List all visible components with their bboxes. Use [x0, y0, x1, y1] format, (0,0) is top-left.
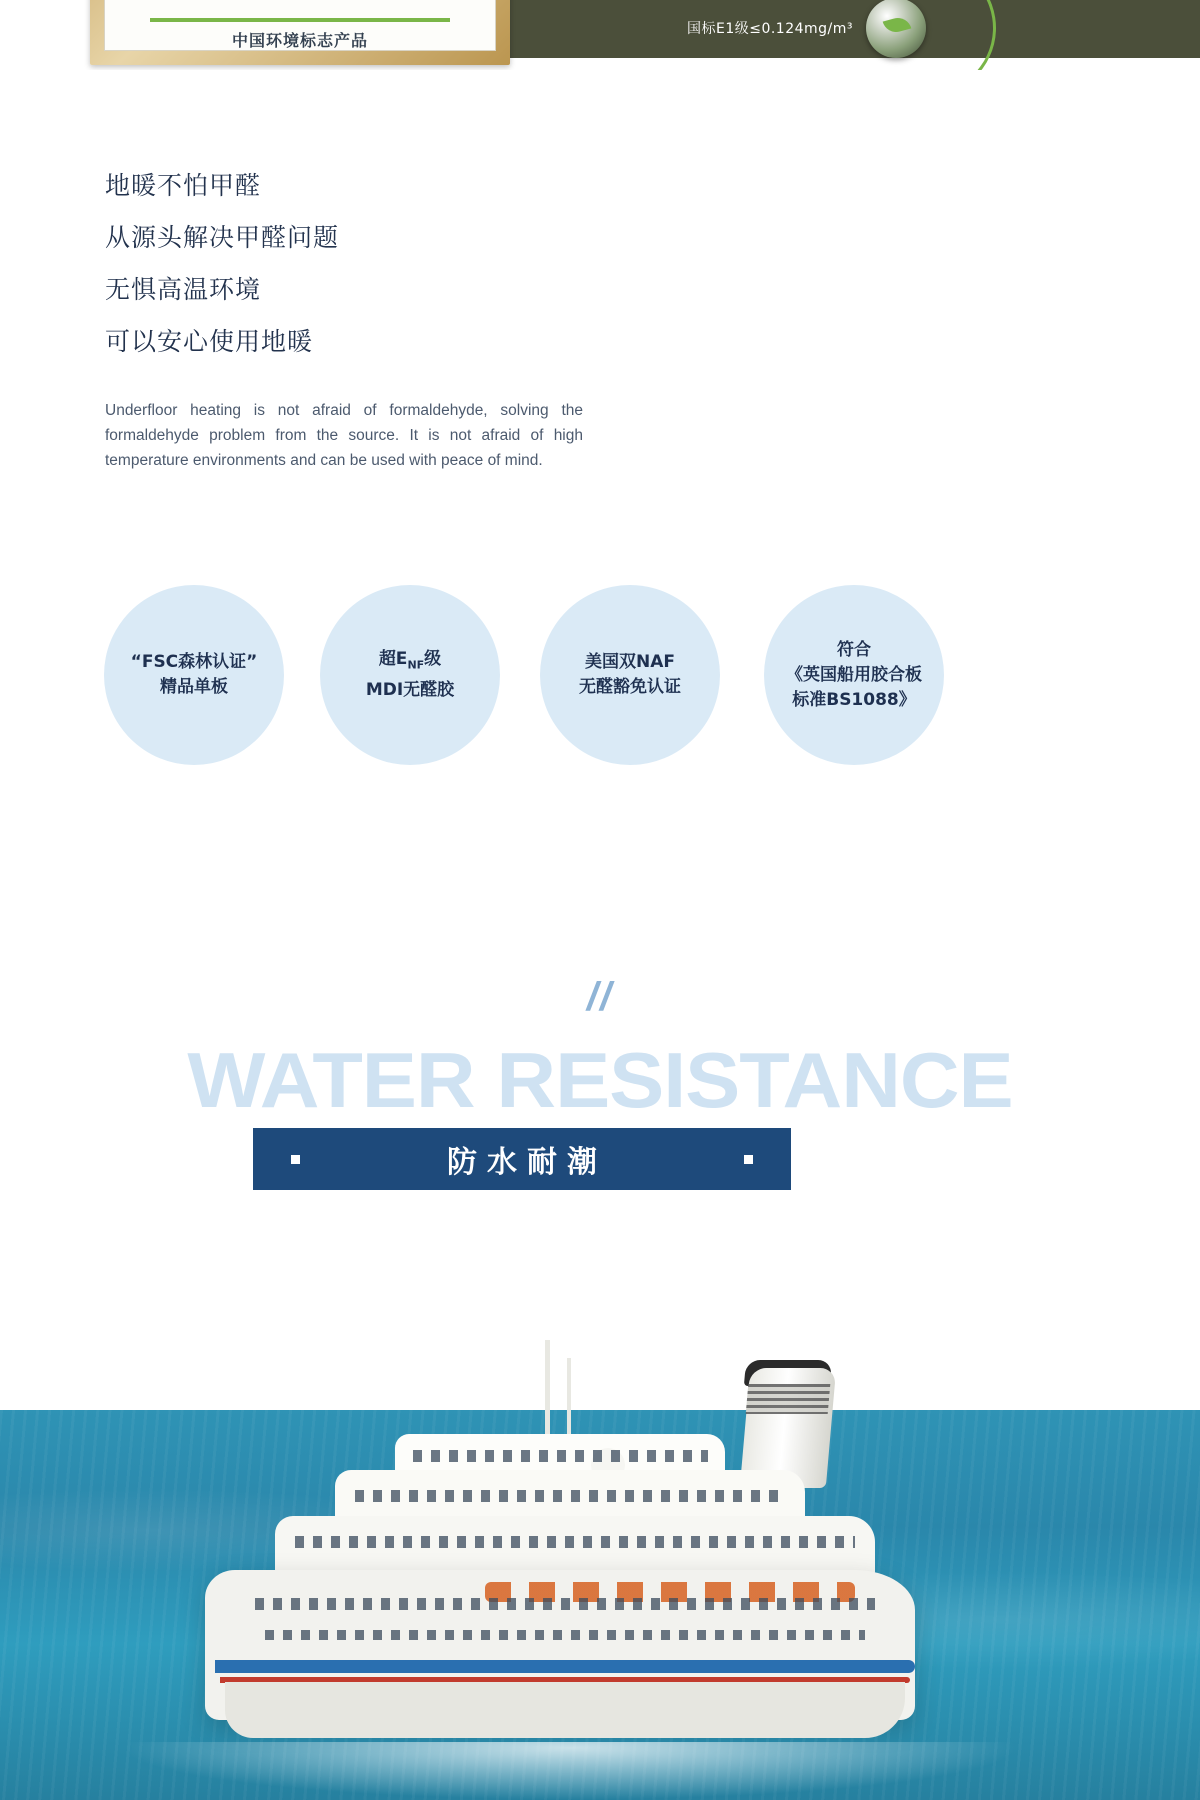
- cert-bs-line1: 符合: [837, 639, 871, 660]
- bar-dot-right-icon: [744, 1155, 753, 1164]
- certification-badges: [104, 585, 1064, 765]
- ship-windows-row-lower: [295, 1536, 855, 1548]
- ship-funnel-rings: [746, 1384, 831, 1414]
- cert-bs-line3: 标准BS1088》: [792, 689, 916, 710]
- cert-fsc-line1: “FSC森林认证”: [130, 652, 258, 672]
- headline-line-3: 无惧高温环境: [105, 275, 262, 304]
- ship-hull-bottom: [225, 1682, 905, 1738]
- bar-dot-left-icon: [291, 1155, 300, 1164]
- cert-naf-line2: 无醛豁免认证: [579, 677, 681, 697]
- cert-fsc-line2: 精品单板: [160, 677, 228, 697]
- ship-hull-stripe-blue: [215, 1660, 915, 1673]
- ship-mast: [545, 1340, 550, 1440]
- certification-badge-enf: [320, 585, 500, 765]
- feature-headlines: [105, 160, 725, 368]
- ship-windows-row-upper: [413, 1450, 708, 1462]
- certification-badge-bs1088: [764, 585, 944, 765]
- top-banner-remnant: [0, 0, 1200, 70]
- cert-bs-line2: 《英国船用胶合板: [786, 664, 922, 685]
- emission-standard-label: 国标E1级≤0.124mg/m³: [686, 21, 854, 37]
- section-title-chinese: 防水耐潮: [447, 1145, 607, 1180]
- certificate-underline: [150, 18, 450, 22]
- certification-badge-naf-text: [571, 650, 689, 700]
- ship-windows-row-hull-lower: [265, 1630, 865, 1640]
- cert-enf-line2: MDI无醛胶: [365, 679, 455, 700]
- cert-enf-subscript: NF: [407, 658, 425, 672]
- certification-badge-naf: [540, 585, 720, 765]
- cert-naf-line1: 美国双NAF: [585, 652, 675, 672]
- headline-line-2: 从源头解决甲醛问题: [105, 223, 340, 252]
- ship-windows-row-middle: [355, 1490, 785, 1502]
- certification-badge-enf-text: [358, 647, 462, 702]
- ship-mast-secondary: [567, 1358, 571, 1438]
- cert-enf-prefix: 超E: [378, 649, 408, 670]
- cruise-ship-image: [185, 1330, 925, 1800]
- section-title-bar: [253, 1128, 791, 1190]
- section-title-english: WATER RESISTANCE: [187, 1036, 1013, 1124]
- ship-wake: [120, 1742, 1020, 1800]
- certification-badge-fsc-text: [123, 650, 266, 700]
- certification-badge-bs1088-text: [778, 638, 930, 713]
- certification-badge-fsc: [104, 585, 284, 765]
- cert-enf-suffix: 级: [424, 649, 442, 670]
- ship-windows-row-hull-upper: [255, 1598, 875, 1610]
- headline-line-1: 地暖不怕甲醛: [105, 171, 262, 200]
- headline-line-4: 可以安心使用地暖: [105, 327, 314, 356]
- certificate-caption: 中国环境标志产品: [231, 33, 368, 50]
- english-description: Underfloor heating is not afraid of formaldehyde, solving the formaldehyde problem from the source. It is not afraid of high temperature environments and can be used with peace of mind.: [105, 402, 583, 469]
- certificate-frame: [90, 0, 510, 65]
- slash-decoration: //: [586, 975, 614, 1019]
